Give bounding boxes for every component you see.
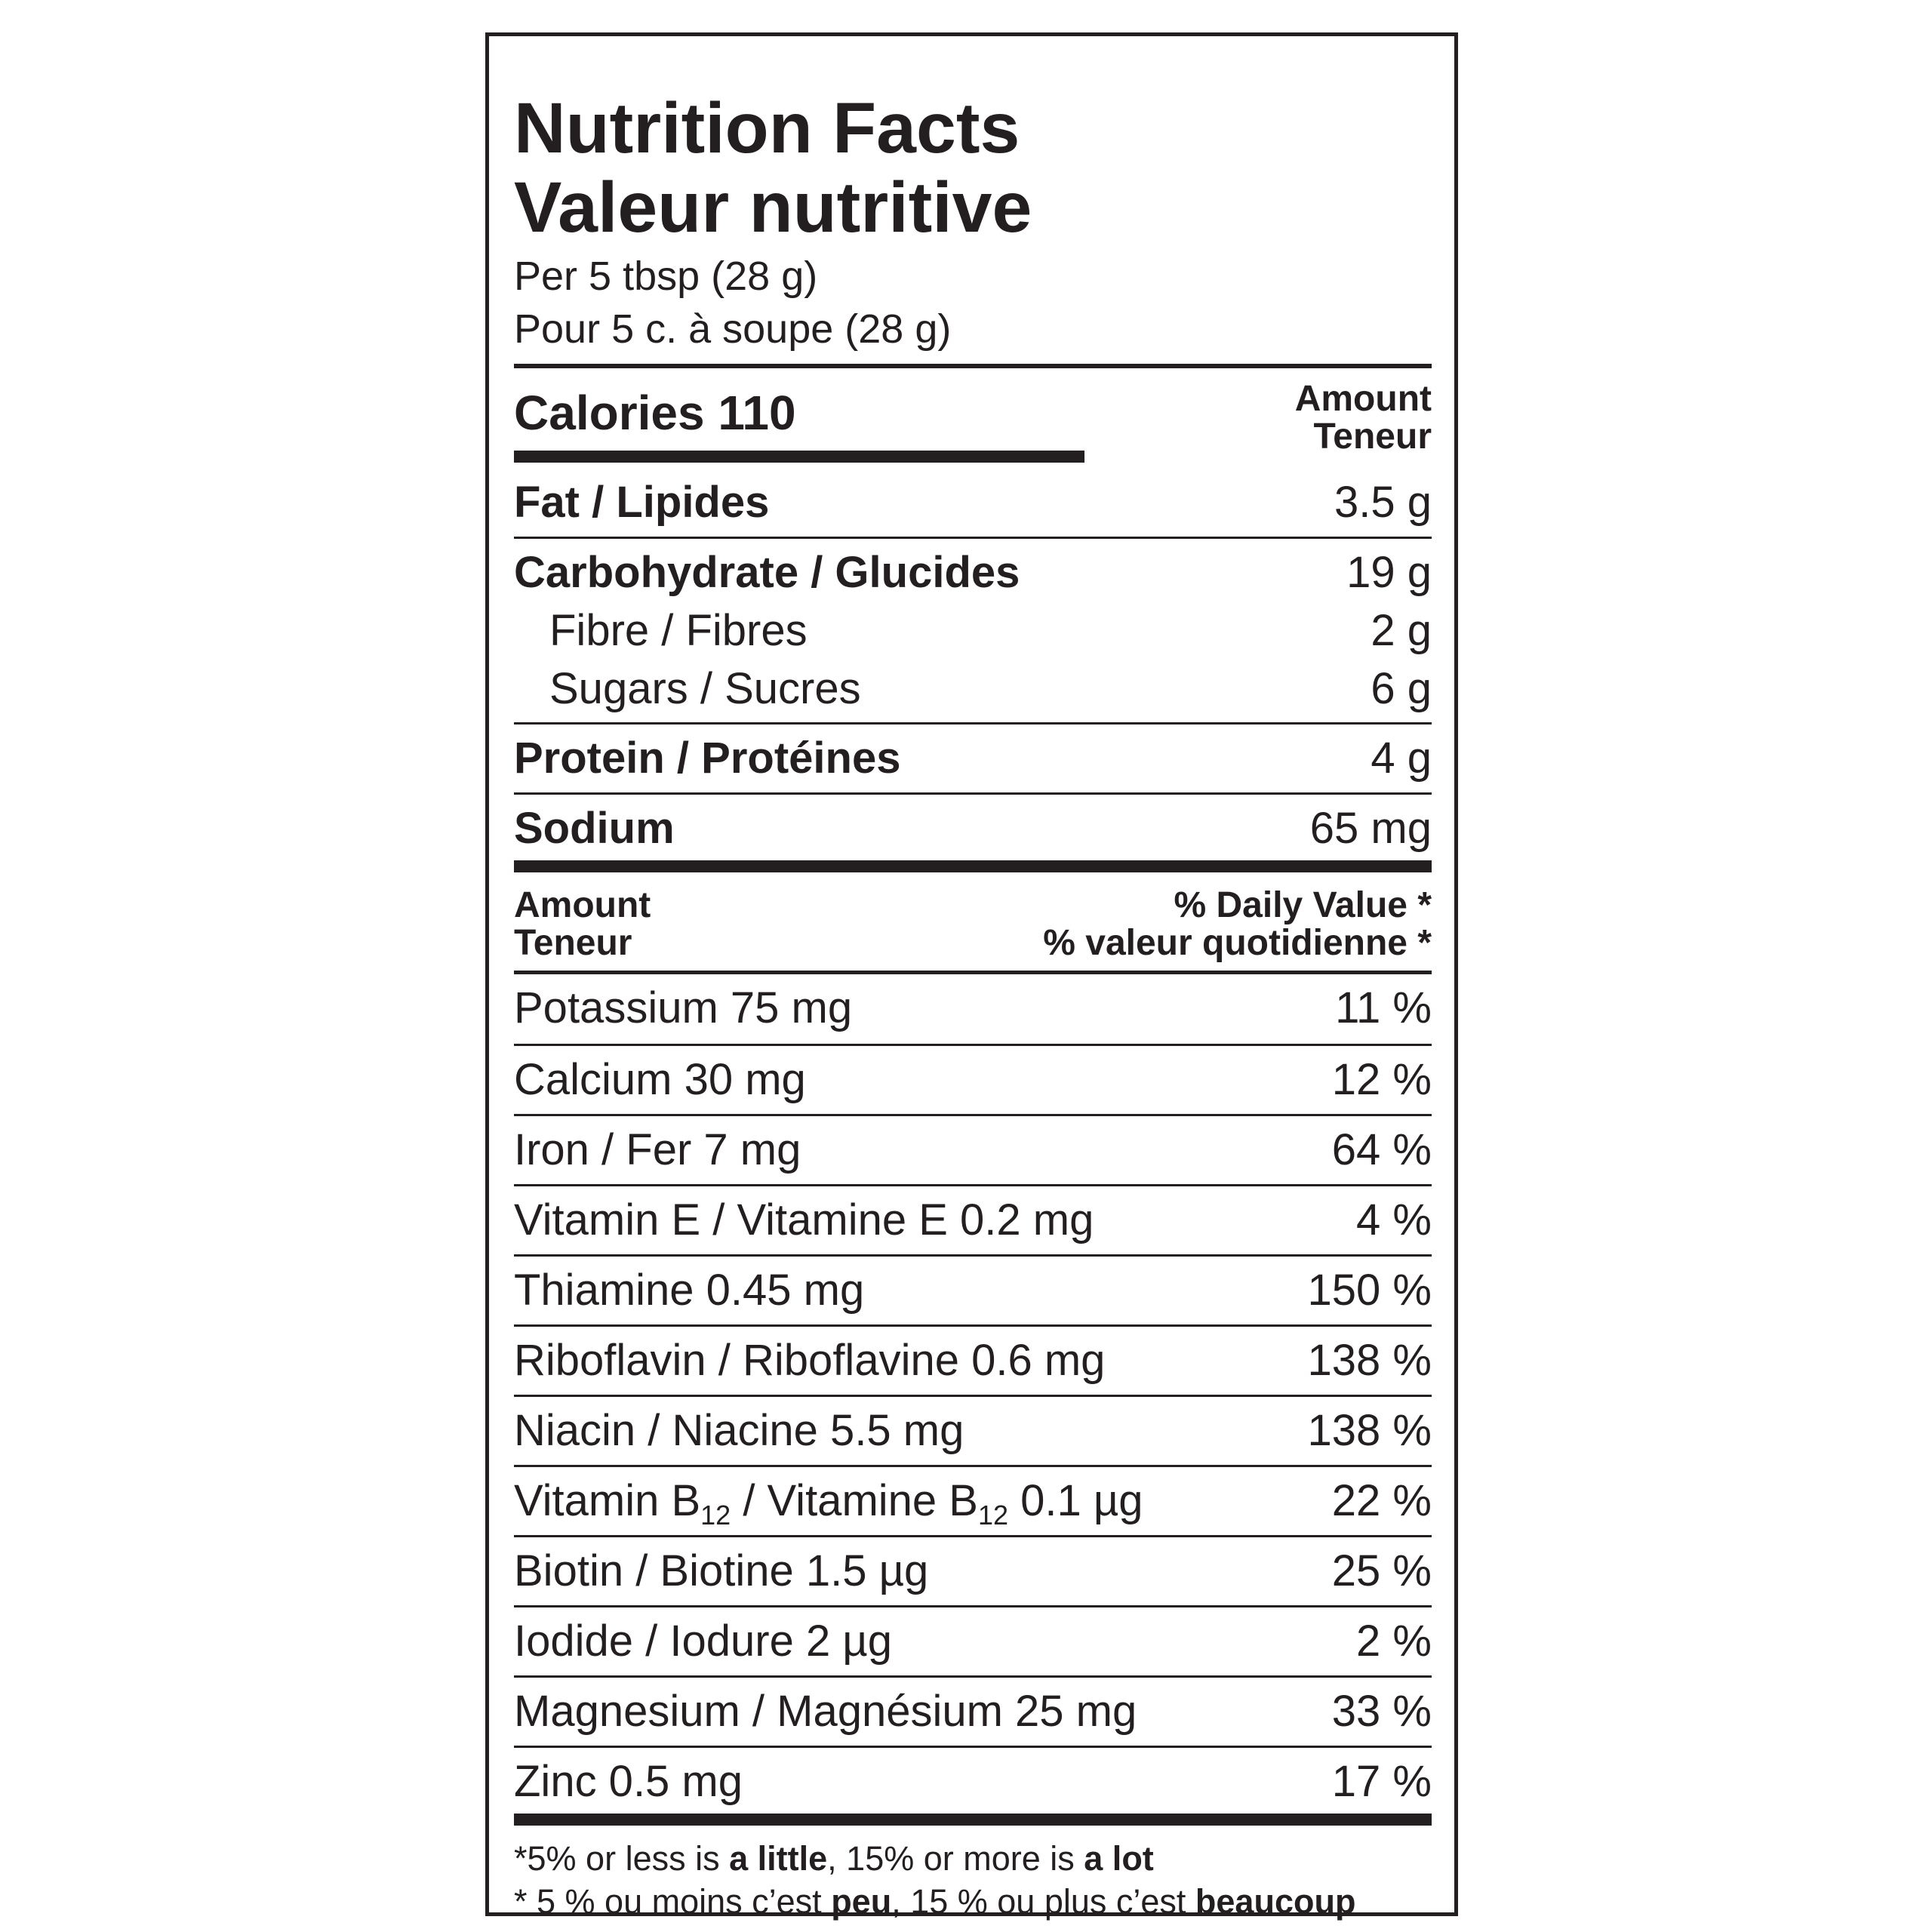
thick-divider (514, 860, 1432, 872)
title-fr: Valeur nutritive (514, 168, 1032, 248)
vitamin-daily-value: 33 % (1331, 1687, 1432, 1736)
vitamin-label: Potassium 75 mg (514, 983, 853, 1032)
vitamin-daily-value: 17 % (1331, 1757, 1432, 1806)
vitamin-row-iron (514, 1116, 1432, 1186)
vitamin-label: Thiamine 0.45 mg (514, 1266, 865, 1315)
nutrient-value: 3.5 g (1334, 478, 1432, 527)
nutrient-label: Fat / Lipides (514, 478, 770, 527)
nutrient-row-sodium (514, 795, 1432, 864)
amount-header-en: Amount (1294, 379, 1432, 419)
title-en: Nutrition Facts (514, 88, 1020, 168)
vitamin-daily-value: 64 % (1331, 1125, 1432, 1174)
thick-divider (514, 1814, 1432, 1826)
vitamin-row-potassium (514, 974, 1432, 1044)
vitamin-label: Iron / Fer 7 mg (514, 1125, 801, 1174)
vitamin-row-thiamine (514, 1257, 1432, 1326)
vitamin-daily-value: 2 % (1356, 1617, 1432, 1666)
nutrient-value: 65 mg (1309, 804, 1432, 853)
vitamin-label: Biotin / Biotine 1.5 µg (514, 1546, 929, 1595)
vitamin-daily-value: 4 % (1356, 1195, 1432, 1244)
vitamin-row-niacin (514, 1397, 1432, 1466)
dv-amount-fr: Teneur (514, 923, 632, 963)
nutrient-label: Sodium (514, 804, 675, 853)
nutrient-row-fat (514, 469, 1432, 538)
amount-header-fr: Teneur (1313, 417, 1432, 457)
vitamin-daily-value: 22 % (1331, 1476, 1432, 1525)
vitamin-row-vitamin-e (514, 1186, 1432, 1256)
dv-header-en: % Daily Value * (1174, 885, 1432, 925)
label-content (514, 36, 1432, 1921)
vitamin-daily-value: 138 % (1307, 1406, 1432, 1455)
vitamin-daily-value: 138 % (1307, 1336, 1432, 1385)
vitamin-daily-value: 12 % (1331, 1055, 1432, 1104)
vitamin-label: Vitamin E / Vitamine E 0.2 mg (514, 1195, 1094, 1244)
dv-header-fr: % valeur quotidienne * (1043, 923, 1432, 963)
divider (514, 364, 1432, 368)
vitamin-label: Zinc 0.5 mg (514, 1757, 743, 1806)
nutrition-facts-label (485, 32, 1458, 1921)
vitamin-daily-value: 150 % (1307, 1266, 1432, 1315)
vitamin-row-iodide (514, 1607, 1432, 1677)
vitamin-daily-value: 25 % (1331, 1546, 1432, 1595)
vitamin-label: Iodide / Iodure 2 µg (514, 1617, 892, 1666)
vitamin-label: Calcium 30 mg (514, 1055, 806, 1104)
calories: Calories 110 (514, 386, 796, 440)
nutrient-value: 2 g (1371, 606, 1432, 655)
vitamin-row-vitamin-b12 (514, 1467, 1432, 1537)
vitamin-row-biotin (514, 1537, 1432, 1607)
vitamin-label: Riboflavin / Riboflavine 0.6 mg (514, 1336, 1106, 1385)
vitamin-row-magnesium (514, 1678, 1432, 1747)
calories-bar (514, 451, 1084, 463)
nutrient-row-sugars (514, 655, 1432, 724)
vitamin-label: Niacin / Niacine 5.5 mg (514, 1406, 964, 1455)
nutrient-label: Protein / Protéines (514, 734, 901, 783)
nutrient-value: 4 g (1371, 734, 1432, 783)
serving-size-en: Per 5 tbsp (28 g) (514, 254, 818, 299)
serving-size-fr: Pour 5 c. à soupe (28 g) (514, 306, 952, 352)
vitamin-label: Magnesium / Magnésium 25 mg (514, 1687, 1137, 1736)
footnote-en: *5% or less is a little, 15% or more is a lot (514, 1839, 1154, 1878)
dv-amount-en: Amount (514, 885, 651, 925)
footnote-fr: * 5 % ou moins c’est peu, 15 % ou plus c’est beaucoup (514, 1882, 1356, 1921)
nutrient-value: 6 g (1371, 664, 1432, 713)
nutrient-label: Fibre / Fibres (549, 606, 808, 655)
nutrient-label: Carbohydrate / Glucides (514, 548, 1020, 597)
nutrient-row-protein (514, 724, 1432, 794)
vitamin-row-riboflavin (514, 1327, 1432, 1396)
vitamin-daily-value: 11 % (1335, 983, 1432, 1032)
nutrient-value: 19 g (1346, 548, 1432, 597)
vitamin-label: Vitamin $B_{12}$ / Vitamine $B_{12}$ 0.1 µg (514, 1476, 1143, 1531)
vitamin-row-zinc (514, 1748, 1432, 1817)
nutrient-label: Sugars / Sucres (549, 664, 861, 713)
vitamin-row-calcium (514, 1046, 1432, 1115)
